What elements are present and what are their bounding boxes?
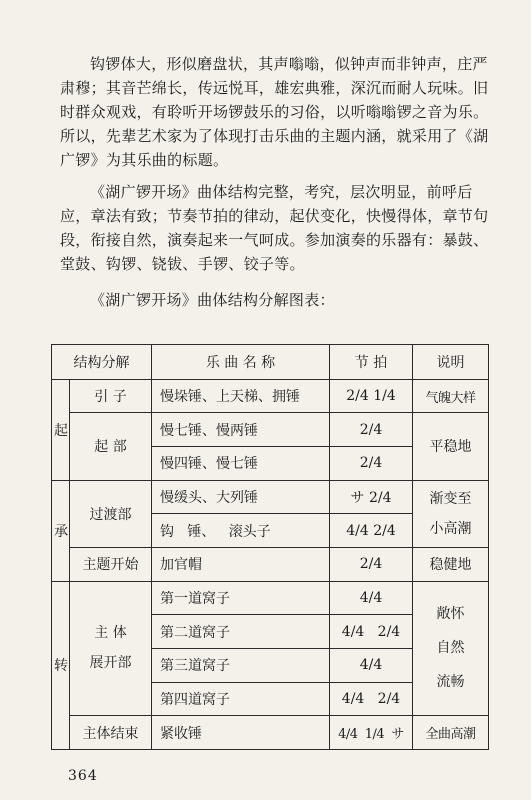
structure-table: [51, 344, 489, 750]
piece-name: 慢七锤、慢两锤: [152, 413, 330, 447]
table-row: [52, 413, 489, 447]
note-zhutijieshu: 全曲高潮: [413, 716, 489, 750]
meter: 2/4: [330, 413, 413, 447]
meter: 4/4 2/4: [330, 682, 413, 716]
meter: 2/4: [330, 446, 413, 480]
table-row: [52, 547, 489, 581]
table-header-row: [52, 345, 489, 380]
table-row: [52, 716, 489, 750]
meter: 4/4 2/4: [330, 615, 413, 649]
header-note: 说明: [413, 345, 489, 380]
part-yinzi: 引 子: [70, 379, 152, 413]
paragraph-structure: 《湖广锣开场》曲体结构完整，考究，层次明显，前呼后应，章法有致；节奏节拍的律动，起伏变化，快慢得体，章节句段，衔接自然，演奏起来一气呵成。参加演奏的乐器有：暴鼓、堂鼓、钩锣、铙钹、手锣、铰子等。: [60, 183, 489, 273]
meter: 4/4: [330, 581, 413, 615]
meter: 2/4 1/4: [330, 379, 413, 413]
table-row: [52, 581, 489, 615]
table-row: [52, 379, 489, 413]
meter: 4/4 2/4: [330, 514, 413, 548]
piece-name: 慢垛锤、上天梯、拥锤: [152, 379, 330, 413]
meter: サ 2/4: [330, 480, 413, 514]
piece-name: 慢四锤、慢七锤: [152, 446, 330, 480]
piece-name: 紧收锤: [152, 716, 330, 750]
meter: 4/4 1/4 サ: [330, 716, 413, 750]
note-qibu: 平稳地: [413, 413, 489, 480]
header-piece-name: 乐 曲 名 称: [152, 345, 330, 380]
section-zhuan: 转: [52, 581, 70, 749]
part-zhutijieshu: 主体结束: [70, 716, 152, 750]
note-guodubu: 渐变至 小高潮: [413, 480, 489, 547]
page-number: 364: [68, 768, 98, 784]
section-qi: 起: [52, 379, 70, 480]
paragraph-description: 钩锣体大，形似磨盘状，其声嗡嗡，似钟声而非钟声，庄严肃穆；其音芒绵长，传远悦耳，雄宏典雅，深沉而耐人玩味。旧时群众观戏，有聆听开场锣鼓乐的习俗，以听嗡嗡锣之音为乐。所以，先辈艺术家为了体现打击乐曲的主题内涵，就采用了《湖广锣》为其乐曲的标题。: [60, 55, 489, 169]
header-structure: 结构分解: [52, 345, 152, 380]
part-zhutikaishi: 主题开始: [70, 547, 152, 581]
paragraph-table-caption: 《湖广锣开场》曲体结构分解图表：: [90, 291, 335, 309]
part-guodubu: 过渡部: [70, 480, 152, 547]
piece-name: 第一道窝子: [152, 581, 330, 615]
note-zhutikaishi: 稳健地: [413, 547, 489, 581]
meter: 2/4: [330, 547, 413, 581]
piece-name: 慢缓头、大列锤: [152, 480, 330, 514]
table-row: [52, 480, 489, 514]
piece-name: 第四道窝子: [152, 682, 330, 716]
header-meter: 节 拍: [330, 345, 413, 380]
piece-name: 第二道窝子: [152, 615, 330, 649]
piece-name: 钩 锤、 滚头子: [152, 514, 330, 548]
meter: 4/4: [330, 648, 413, 682]
piece-name: 加官帽: [152, 547, 330, 581]
note-yinzi: 气魄大样: [413, 379, 489, 413]
section-cheng: 承: [52, 480, 70, 581]
part-qibu: 起 部: [70, 413, 152, 480]
piece-name: 第三道窝子: [152, 648, 330, 682]
part-zhutizhankaibu: 主 体 展开部: [70, 581, 152, 716]
note-zhutizhankaibu: 敞怀 自然 流畅: [413, 581, 489, 716]
